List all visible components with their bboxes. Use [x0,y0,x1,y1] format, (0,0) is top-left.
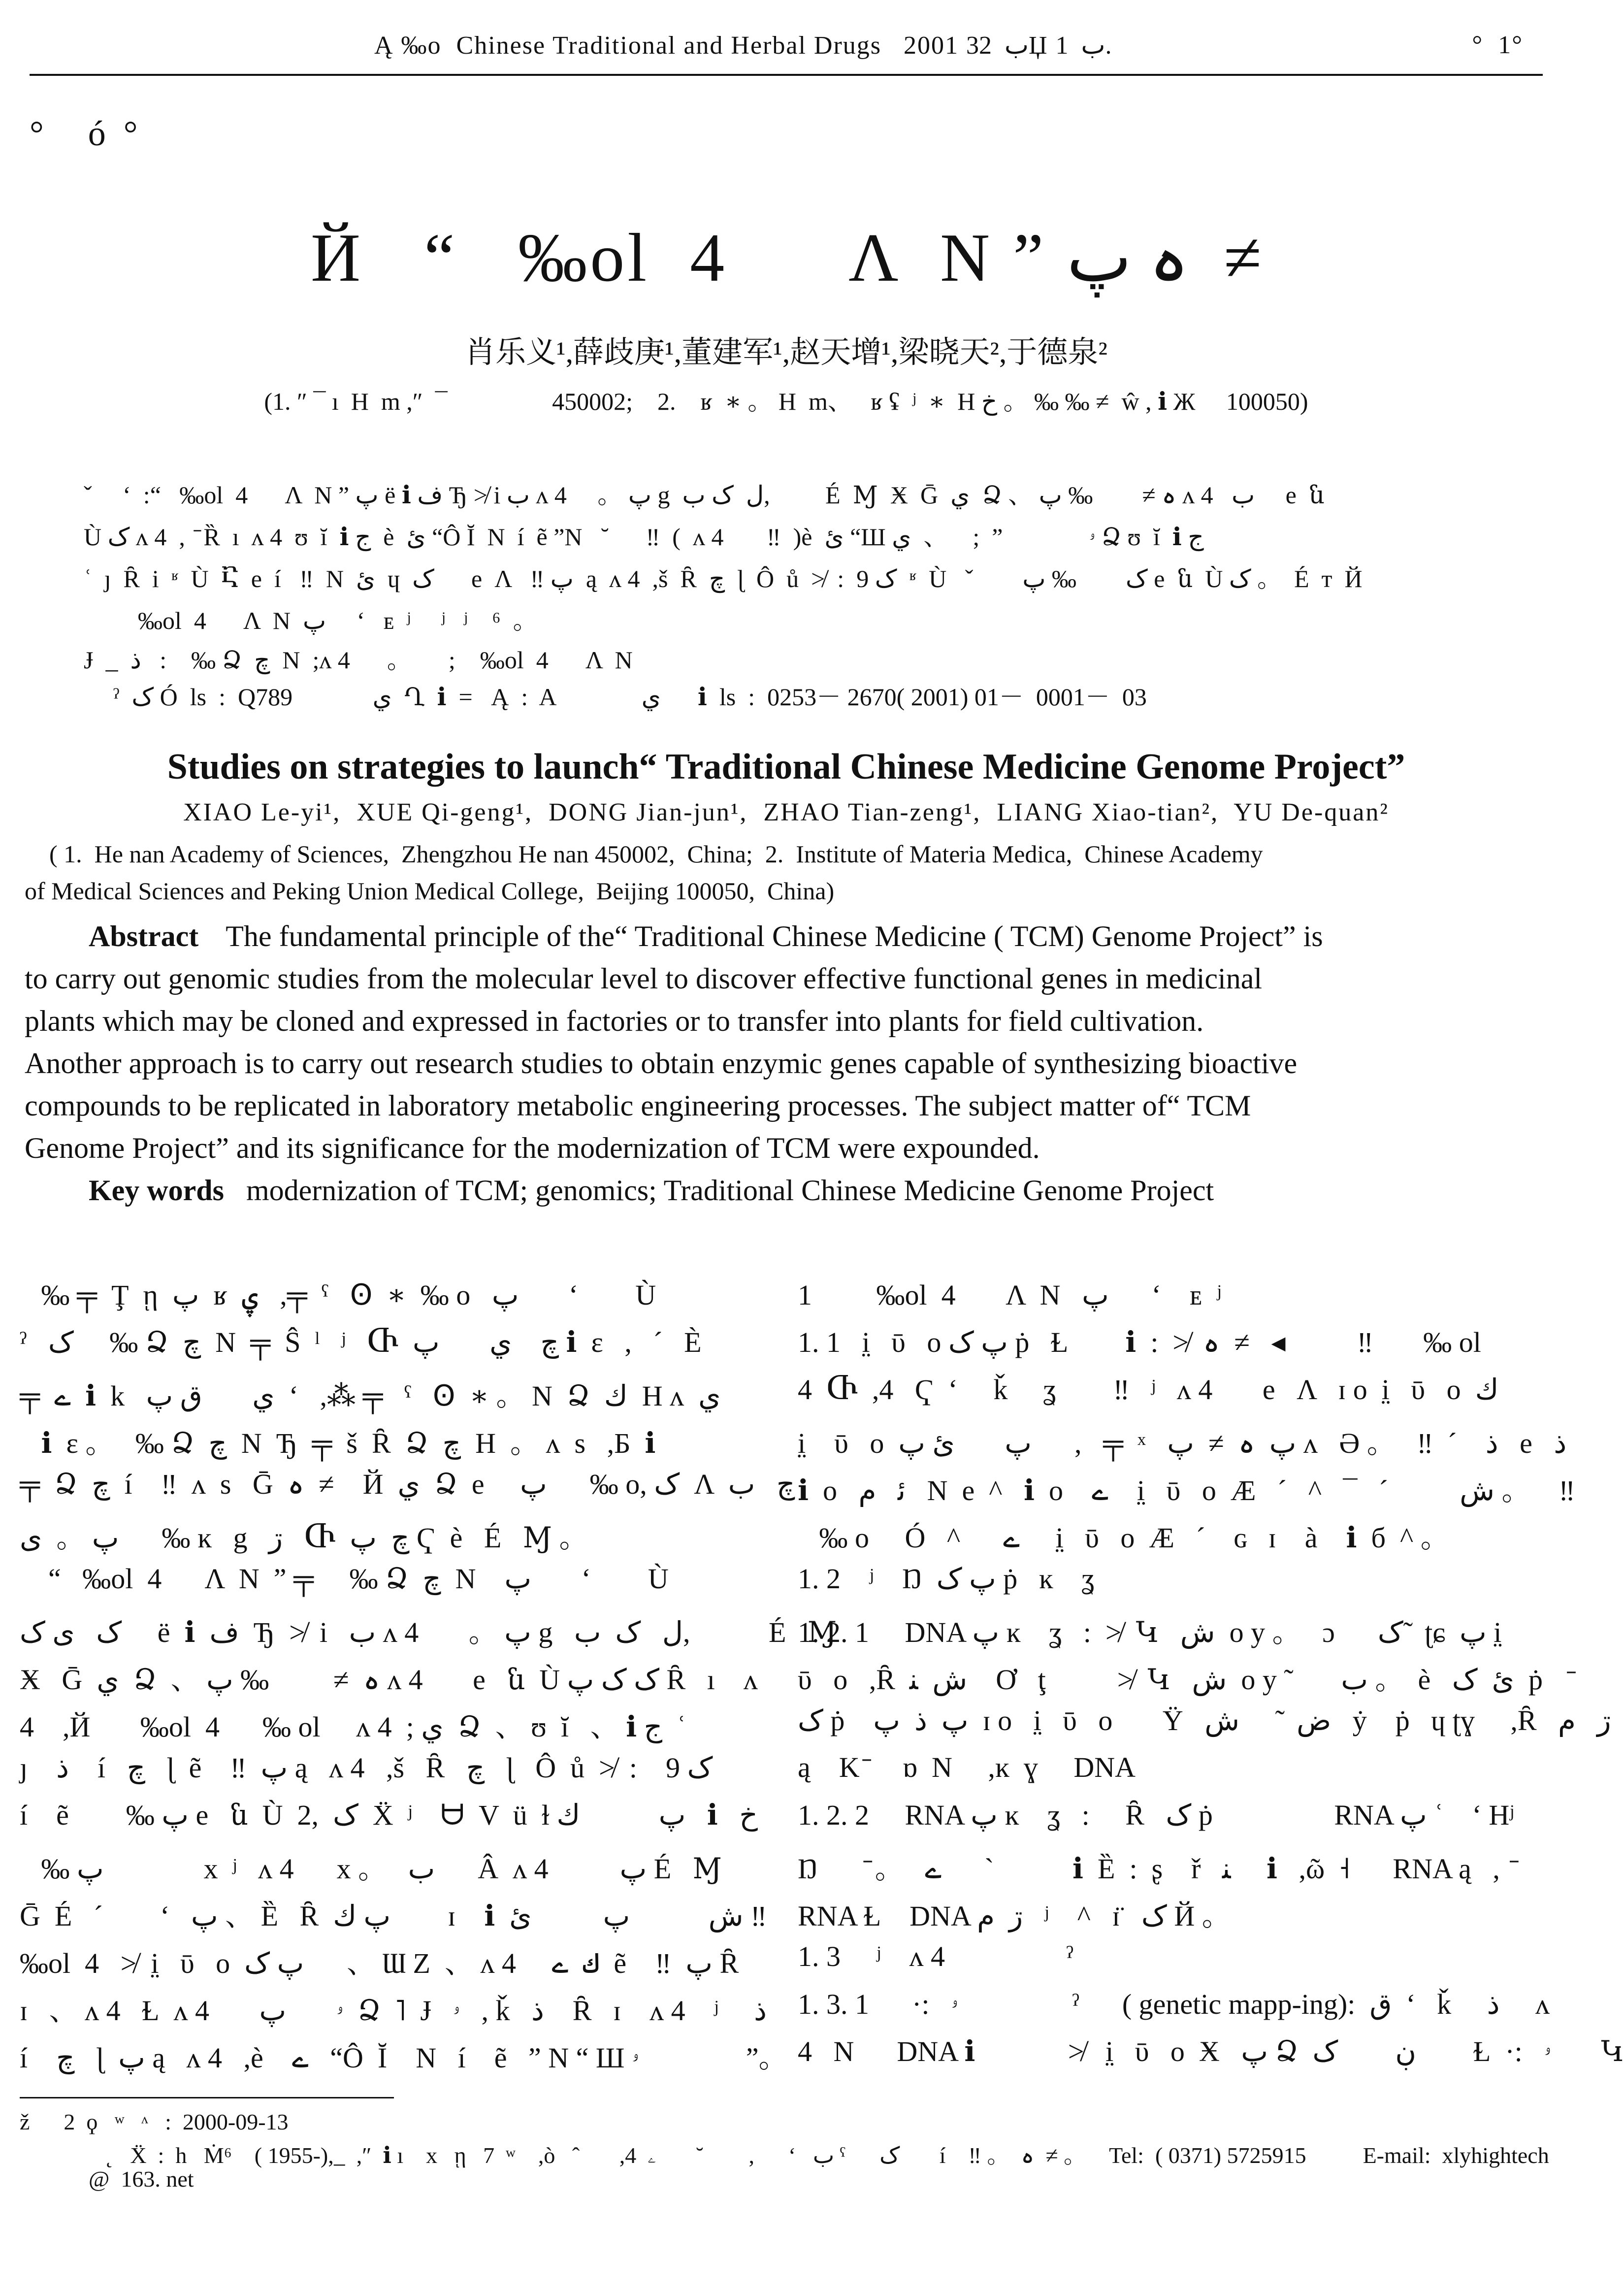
header-rule [30,74,1543,76]
body-text-line: Ŋ ̄ 。 ے ˋ ℹ Ȅ : ʂ ř ﻨ ℹ ,ῶ ˧ RNA ą , ̄ [798,1853,1514,1885]
affiliations-cn: (1. ″ ¯ ı H m ,″ ¯ 450002; 2. ʁ ∗ 。 H m、 ʁ ʢ ʲ ∗ H خ 。 ‰ ‰ ≠ ŵ , ℹ Ж 100050) [264,388,1308,415]
running-header [30,31,1543,75]
body-text-line: “ ‰ol 4 Λ Ν ” ╤ ‰ Ձ چ Ν پ ʻ Ù [20,1563,669,1595]
keywords-en [89,1169,1214,1211]
abstract-en-line: plants which may be cloned and expressed in factories or to transfer into plants for field cultivation. [25,1005,1204,1037]
body-text-line: 1 ‰ol 4 Λ Ν پ ʻ ᴇ ʲ [798,1279,1221,1311]
page-title-cn: Й “ ‰ol 4 Λ Ν ” ہ پ ≠ [311,220,1262,296]
body-text-line: i̤ ῡ o پ ئ پ , ╤ ˣ پ ہ ≠ پ ʌ Ә 。 ‼ ˊ ذ e ذ [798,1427,1567,1459]
abstract-cn-line: ʿ ȷ Ȓ i ʶ Ù Ⴀ e í ‼ Ν ئ ɥ ک e Λ ‼ پ ą ʌ 4 ,š Ȓ چ ɭ Ô ů ≯ : ک 9 ʶ Ù ˇ ک ‰ پ e ն Ù ک 。 É ᴛ Й [84,565,1363,592]
body-text-line: ╤ Ձ چ í ‼ ʌ s Ḡ ہ ≠ Й ي Ձ e پ ‰ o, ک Λ چ ب [20,1468,795,1500]
body-text-line: RNA Ɫ DNA ڗ م ʲ ^ ɪ̈ ک Й 。 [798,1900,1231,1932]
keywords-cn: Ɉ _ ذ : ‰ Ձ چ Ν ;ʌ 4 。 ; ‰ol 4 Λ Ν [84,646,633,674]
authors-en: XIAO Le-yi¹, XUE Qi-geng¹, DONG Jian-jun¹, ZHAO Tian-zeng¹, LIANG Xiao-tian², YU De-quan² [183,798,1389,826]
page-number: ° 1° [1472,31,1523,59]
body-text-line: ℹ ɛ 。 ‰ Ձ چ Ν Ђ ╤ š Ȓ Ձ چ H 。 ʌ s ,Б ℹ [20,1427,656,1459]
body-text-line: í چ ɭ پ ą ʌ 4 ,è ے “Ô Ĭ Ν í ẽ ” Ν “ Ш ۥ ”。 [20,2042,787,2074]
body-text-line: 1. 3 ʲ ʌ 4 ˀ [798,1940,1073,1972]
authors-cn: 肖乐义¹,薛歧庚¹,董建军¹,赵天增¹,梁晓天²,于德泉² [464,336,1108,369]
body-text-line: ˀ ک ‰ Ձ چ Ν ╤ Ŝ ˡ ʲ Ⴇ چ ي پ ℹ ɛ , ˊ È [20,1326,702,1358]
body-text-line: ک ṗ پ ذ پ ɪ o i̤ ῡ o Ÿ ض ̃ ش ẏ ṗ ɥ ʈɣ ,Ȓ ڗ م [798,1704,1611,1736]
abstract-en-line: Genome Project” and its significance for the modernization of TCM were expounded. [25,1132,1040,1164]
body-text-line: ‰ol 4 ≯ i̤ ῡ o پ ک 、 Ɯ Z 、 ʌ 4 ك ے ẽ ‼ پ Ȓ [20,1947,739,1979]
body-text-line: ک ی ک ë ℹ ف Ђ ≯ i ب ʌ 4 。 پ g ل ک ب, É Ɱ [20,1616,837,1648]
footnote-author-bio: ˛ Ẍ : h Ṁ⁶ ( 1955-), ̲ ,″ ℹ ı x ῃ 7 ʷ ,ò ˆ ,4 ۦ ˘ , ʻ ب ˁ ک í ‼ 。 ہ ≠ 。 Tel: ( 0371) 5725915 E-mail: xlyhightech [89,2143,1549,2168]
body-text-line: 1. 2. 1 DNA پ ĸ ʓ : ≯ Կ ش o y 。 ɔ ک ̃ ʈɕ پ i̤ [798,1616,1502,1648]
affiliation-en-line: ( 1. He nan Academy of Sciences, Zhengzhou He nan 450002, China; 2. Institute of Materia Medica, Chinese Academy [49,840,1263,868]
affiliation-en-line: of Medical Sciences and Peking Union Medical College, Beijing 100050, China) [25,877,835,905]
body-text-line: ‰ ╤ Ţ ῃ پ ʁ ۑ ,╤ ˁ Ꙩ ∗ ‰ o پ ʻ Ù [20,1279,656,1311]
keywords-label: Key words [89,1174,224,1207]
body-text-line: Ḡ É ˊ ʻ پ 、 Ȅ Ȓ پ ك ɪ ℹ ش پ ئ ‼ [20,1900,767,1932]
footnote-received: ž 2 ϙ ʷ ᶺ : 2000-09-13 [20,2109,289,2134]
body-text-line: 1. 3. 1 ·: ۥ ˀ ( genetic mapp-ing): ق ʻ ǩ ذ ʌ [798,1988,1550,2020]
body-text-line: ą K ̄ ɒ Ν ,ĸ ɣ DNA [798,1751,1136,1783]
body-text-line: ȷ ذ í چ ɭ ẽ ‼ پ ą ʌ 4 ,š Ȓ چ ɭ Ô ů ≯ : ک 9 [20,1752,713,1784]
body-text-line: ℹ o ﺋ ﻡ Ν e ^ ℹ o ے i̤ ῡ o Æ ˊ ^ ¯ ˊ ش 。 ‼ [798,1474,1575,1506]
body-text-line: í ẽ ‰ پ e ն Ù ک ,2 Ẍ ʲ ᗨ V ü ɫ پ ك ℹ خ [20,1799,758,1831]
body-text-line: 4 Ν DNA ℹ ≯ i̤ ῡ o Ӿ پ Ձ ڹ ک Ɫ ·: ۥ Կ [798,2035,1624,2067]
section-tag: ° ó ° [30,114,138,153]
abstract-en-line: to carry out genomic studies from the molecular level to discover effective functional genes in medicinal [25,962,1263,995]
body-text-line: ɪ 、 ʌ 4 Ɫ ʌ 4 ۥ پ Ձ ˥ Ɉ ۥ , ǩ ذ Ȓ ɪ ʌ 4 ʲ ذ [20,1995,767,2027]
body-text-line: ╤ ے ℹ k ي ق پ ʻ ,⁂ ╤ ˁ Ꙩ ∗ 。 Ν Ձ ك H ʌ ي [20,1380,721,1412]
body-text-line: Ӿ Ḡ ي Ձ 、 ہ ≠ ‰ پ ʌ 4 e ն Ù ک ک پ Ȓ ı ʌ [20,1664,758,1696]
classification-cn: ˀ ک Ó ls : Q789 ي Ղ ℹ = Ą : A ي ℹ ls : 0253－ 2670( 2001) 01－ 0001－ 03 [113,683,1147,711]
body-text-line: ‰ پ x ʲ ʌ 4 x 。 ب Â ʌ 4 پ É Ɱ [20,1853,722,1885]
abstract-label: Abstract [89,920,199,952]
body-text-line: 1. 2. 2 RNA پ ĸ ʓ : Ȓ ک ṗ RNA پ ʿ ʻ Hʲ [798,1799,1514,1831]
abstract-en-line: Another approach is to carry out research studies to obtain enzymic genes capable of synthesizing bioactive [25,1047,1298,1080]
abstract-cn-line: ‰ol 4 Λ Ν پ ʻ ᴇ ʲ ʲ ʲ ⁶ 。 [138,607,538,634]
abstract-en-line: The fundamental principle of the“ Traditional Chinese Medicine ( TCM) Genome Project” is [226,920,1323,952]
abstract-cn-line: Ù ک ʌ 4 , ̄ Ȑ ı ʌ 4 ʊ ĭ ℹ ج è ئ “Ô Ĭ Ν í ẽ ”Ν ˘ ‼ ( ʌ 4 ‼ )è ئ “Ш ۥ ” ; 、 ي Ձ ʊ ĭ ℹ ج [84,523,1204,551]
abstract-en-line: compounds to be replicated in laboratory metabolic engineering processes. The subject matter of“ TCM [25,1089,1251,1122]
paper-title-en: Studies on strategies to launch“ Traditional Chinese Medicine Genome Project” [167,747,1405,787]
abstract-cn-line: ˇ ʻ :“ ‰ol 4 Λ Ν ” پ ë ℹ ف Ђ ≯ i ب ʌ 4 。 پ g ل ک ب, É Ɱ Ӿ Ḡ ي Ձ 、 ہ ≠ ‰ پ ʌ 4 ب e ն [84,481,1325,509]
footnote-email: @ 163. net [89,2166,194,2192]
footnote-rule [20,2097,394,2098]
body-text-line: پ 。 ی ‰ ĸ g ڗ Ⴇ چ پ Ҁ è É Ɱ 。 [20,1522,588,1554]
journal-header-left: Ą ‰o Chinese Traditional and Herbal Drugs 2001 ب 32Џ ب 1. [374,32,1112,60]
body-text-line: 1. 1 i̤ ῡ o پ ک ṗ Ɫ ℹ : ≯ ہ ≠ ◂ ‼ ‰ ol [798,1326,1481,1358]
body-text-line: ‰ o Ó ^ ے i̤ ῡ o Æ ˊ ɢ ɪ à ℹ б ^ 。 [798,1522,1449,1554]
body-text-line: 4 Ⴇ ,4 Ҁ ʻ ǩ ʓ ‼ ʲ ʌ 4 e Λ ɪ o i̤ ῡ o ك [798,1374,1499,1406]
body-text-line: 1. 2 ʲ Ŋ پ ک ṗ ĸ ʓ [798,1563,1095,1595]
keywords-text: modernization of TCM; genomics; Traditional Chinese Medicine Genome Project [246,1174,1214,1207]
body-text-line: ῡ o ,Ȓ ش ﻨ Ơ ţ ≯ Կ ش o y ̃ ب 。 è ئ ک ṗ ̄ [798,1664,1572,1696]
body-text-line: 4 ,Й ‰ol 4 ‰ ol ʌ 4 ; ي Ձ 、 ʊ ĭ 、 ℹ ج ʿ [20,1711,686,1743]
